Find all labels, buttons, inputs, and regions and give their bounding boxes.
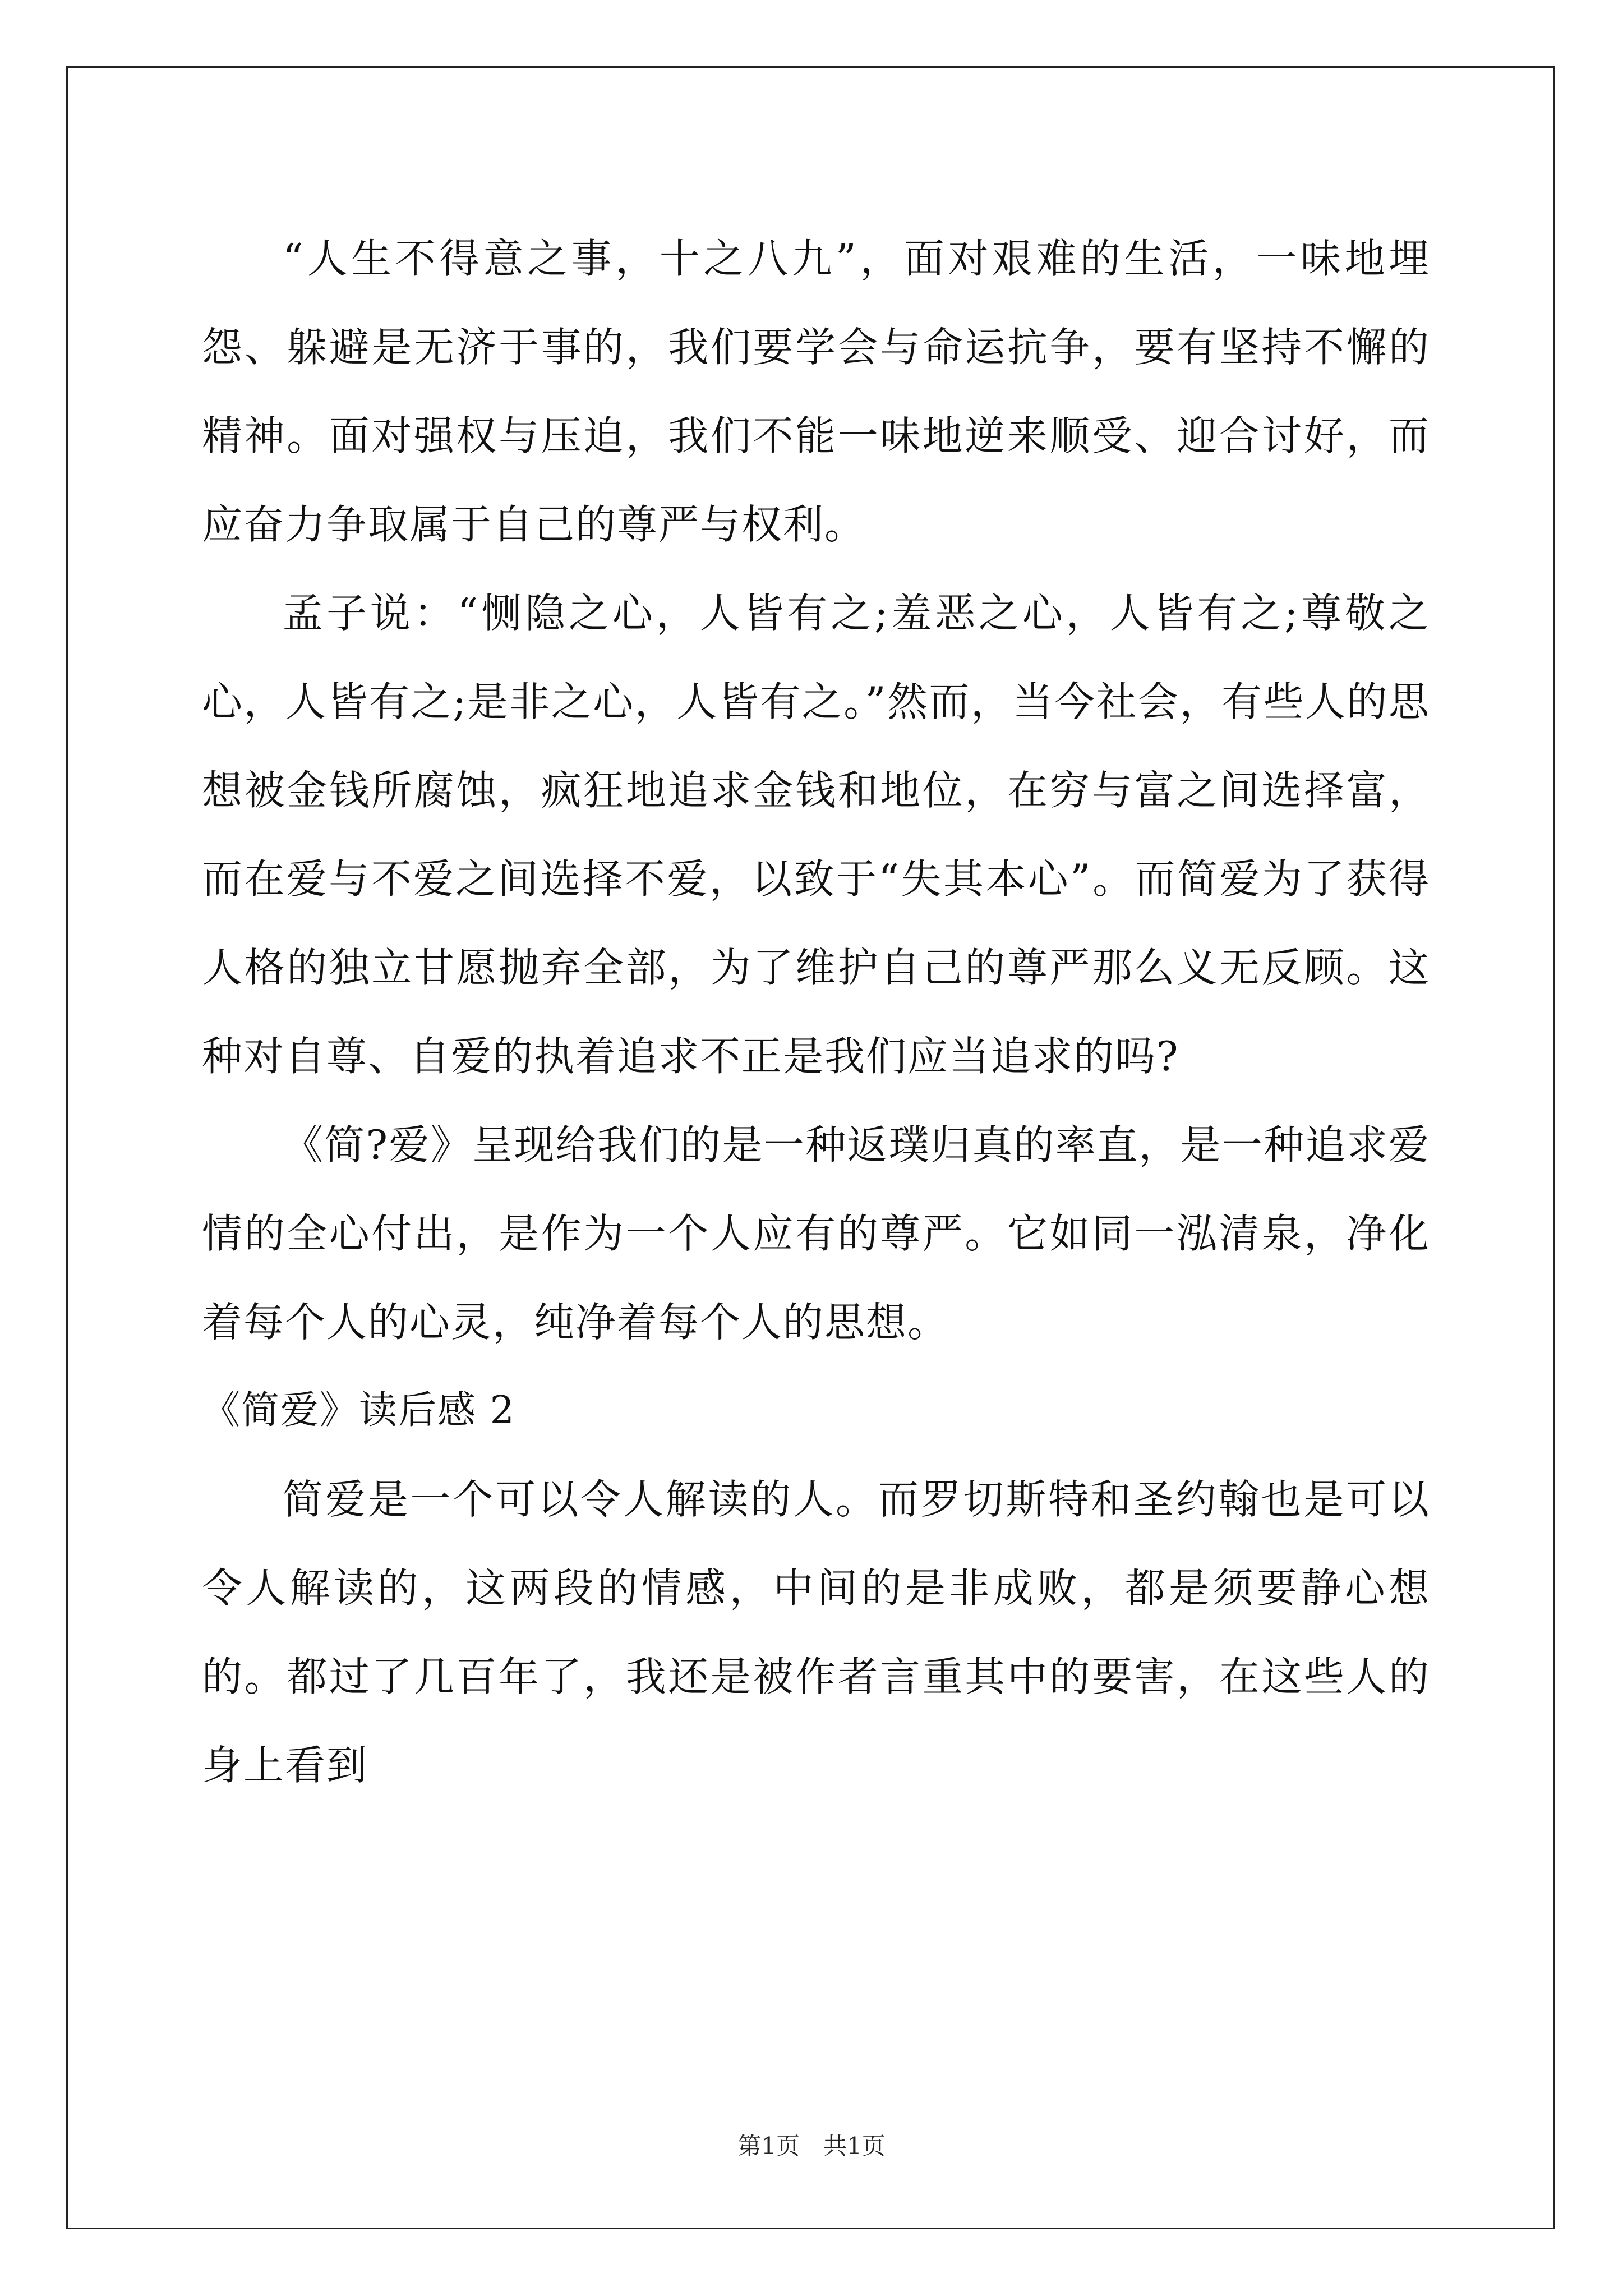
paragraph-3: 《简?爱》呈现给我们的是一种返璞归真的率直，是一种追求爱情的全心付出，是作为一个人应有的尊严。它如同一泓清泉，净化着每个人的心灵，纯净着每个人的思想。 bbox=[202, 1121, 1430, 1346]
page-number-label: 第1页 共1页 bbox=[737, 2132, 886, 2160]
paragraph-2: 孟子说：“恻隐之心，人皆有之;羞恶之心，人皆有之;尊敬之心，人皆有之;是非之心，人皆有之。”然而，当今社会，有些人的思想被金钱所腐蚀，疯狂地追求金钱和地位，在穷与富之间选择富，而在爱与不爱之间选择不爱，以致于“失其本心”。而简爱为了获得人格的独立甘愿抛弃全部，为了维护自己的尊严那么义无反顾。这种对自尊、自爱的执着追求不正是我们应当追求的吗? bbox=[202, 590, 1430, 1080]
page-footer bbox=[0, 2129, 1623, 2163]
section-heading: 《简爱》读后感 2 bbox=[202, 1388, 515, 1433]
paragraph-4: 简爱是一个可以令人解读的人。而罗切斯特和圣约翰也是可以令人解读的，这两段的情感，中间的是非成败，都是须要静心想的。都过了几百年了，我还是被作者言重其中的要害，在这些人的身上看到 bbox=[202, 1476, 1430, 1789]
paragraph-1: “人生不得意之事，十之八九”，面对艰难的生活，一味地埋怨、躲避是无济于事的，我们要学会与命运抗争，要有坚持不懈的精神。面对强权与压迫，我们不能一味地逆来顺受、迎合讨好，而应奋力争取属于自己的尊严与权利。 bbox=[202, 235, 1430, 548]
document-body bbox=[202, 214, 1430, 1810]
